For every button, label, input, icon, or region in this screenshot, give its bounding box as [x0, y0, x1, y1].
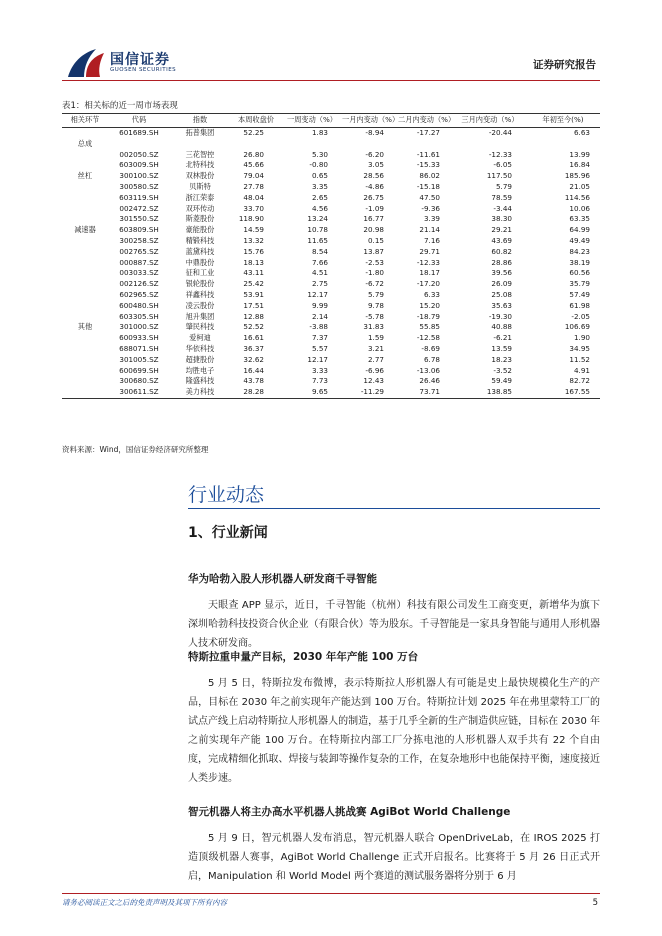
table-cell: 15.76: [243, 246, 264, 256]
table-cell: 25.08: [491, 289, 512, 299]
report-type-label: 证券研究报告: [533, 59, 596, 71]
table-cell: 凌云股份: [185, 300, 215, 310]
table-row: [62, 225, 600, 236]
table-cell: 39.56: [491, 268, 512, 278]
table-cell: [62, 376, 108, 387]
table-cell: 10.06: [569, 203, 590, 213]
table-cell: 47.50: [419, 192, 440, 202]
table-row: [62, 366, 600, 377]
table-cell: -6.96: [365, 365, 384, 375]
table-header-row: [62, 114, 600, 128]
table-cell: -15.18: [416, 181, 440, 191]
table-cell: -4.86: [365, 181, 384, 191]
table-row: [62, 301, 600, 312]
table-cell: 185.96: [564, 171, 590, 181]
table-cell: 688071.SH: [119, 343, 159, 353]
table-cell: [62, 279, 108, 290]
table-row: [62, 312, 600, 323]
table-cell: 114.56: [564, 192, 590, 202]
table-cell: 55.85: [419, 322, 440, 332]
table-cell: 6.78: [423, 354, 440, 364]
table-cell: 000887.SZ: [119, 257, 159, 267]
col-header-1w: 一周变动（%）: [282, 114, 342, 128]
table-cell: 45.66: [243, 160, 264, 170]
table-cell: [170, 139, 230, 150]
table-row: [62, 139, 600, 150]
table-cell: -12.33: [488, 149, 512, 159]
table-cell: 301550.SZ: [119, 214, 159, 224]
table-cell: [62, 193, 108, 204]
table-cell: [62, 204, 108, 215]
table-row: [62, 214, 600, 225]
table-cell: 43.11: [243, 268, 264, 278]
table-cell: 4.91: [573, 365, 590, 375]
table-cell: 贝斯特: [189, 181, 211, 191]
table-cell: -3.44: [493, 203, 512, 213]
table-cell: 602965.SZ: [119, 289, 159, 299]
table-source-note: 资料来源：Wind，国信证券经济研究所整理: [62, 445, 209, 454]
table-cell: -17.20: [416, 279, 440, 289]
table-cell: 117.50: [486, 171, 512, 181]
table-cell: 600933.SH: [119, 333, 159, 343]
table-cell: 138.85: [454, 387, 526, 398]
table-cell: [62, 355, 108, 366]
table-cell: 6.63: [573, 128, 590, 137]
col-header-3m: 三月内变动（%）: [454, 114, 526, 128]
table-cell: 64.99: [569, 225, 590, 235]
table-cell: 53.91: [243, 289, 264, 299]
table-cell: 60.56: [569, 268, 590, 278]
table-cell: -9.36: [421, 203, 440, 213]
table-cell: 2.77: [367, 354, 384, 364]
table-cell: 002472.SZ: [119, 203, 159, 213]
table-cell: -3.52: [493, 365, 512, 375]
table-cell: 60.82: [491, 246, 512, 256]
table-caption: 表1：相关标的近一周市场表现: [62, 101, 178, 111]
table-cell: 13.32: [243, 235, 264, 245]
company-logo: [66, 47, 186, 79]
table-cell: 祥鑫科技: [185, 289, 215, 299]
table-cell: 603809.SH: [119, 225, 159, 235]
table-cell: -0.80: [309, 160, 328, 170]
table-cell: 14.59: [243, 225, 264, 235]
news-item: [188, 649, 600, 788]
table-cell: 丝杠: [77, 171, 93, 181]
table-row: [62, 182, 600, 193]
table-row: [62, 160, 600, 171]
table-cell: 10.78: [307, 225, 328, 235]
table-cell: -11.61: [416, 149, 440, 159]
table-cell: 26.46: [419, 376, 440, 386]
table-cell: 43.78: [243, 376, 264, 386]
header-divider: [62, 80, 600, 81]
table-cell: -19.30: [488, 311, 512, 321]
table-cell: 爱柯迪: [189, 333, 211, 343]
table-cell: 征和工业: [185, 268, 215, 278]
table-cell: 12.17: [307, 354, 328, 364]
table-body: [62, 128, 600, 399]
table-cell: 26.09: [491, 279, 512, 289]
table-cell: 13.87: [363, 246, 384, 256]
table-cell: 86.02: [419, 171, 440, 181]
page-number: 5: [592, 898, 598, 908]
table-cell: -2.53: [365, 257, 384, 267]
table-cell: 27.78: [243, 181, 264, 191]
table-cell: 167.55: [526, 387, 600, 398]
table-cell: [62, 344, 108, 355]
table-cell: 59.49: [491, 376, 512, 386]
table-cell: 18.23: [491, 354, 512, 364]
table-cell: 32.62: [243, 354, 264, 364]
table-cell: 美力科技: [170, 387, 230, 398]
table-cell: 7.73: [311, 376, 328, 386]
table-cell: -2.05: [571, 311, 590, 321]
guosen-logo-icon: [66, 47, 106, 79]
news-headline: 华为哈勃入股人形机器人研发商千寻智能: [188, 573, 377, 585]
table-cell: 40.88: [491, 322, 512, 332]
section-divider: [188, 508, 600, 509]
table-cell: 0.65: [311, 171, 328, 181]
table-cell: [62, 268, 108, 279]
table-cell: 隆盛科技: [185, 376, 215, 386]
table-cell: 601689.SH: [119, 128, 159, 137]
table-cell: 均胜电子: [185, 365, 215, 375]
table-cell: -3.88: [309, 322, 328, 332]
table-cell: [62, 366, 108, 377]
table-cell: 16.61: [243, 333, 264, 343]
table-row: [62, 376, 600, 387]
table-row: [62, 290, 600, 301]
col-header-1m: 一月内变动（%）: [342, 114, 398, 128]
table-cell: 600699.SH: [119, 365, 159, 375]
table-cell: [526, 139, 600, 150]
table-cell: 49.49: [569, 235, 590, 245]
table-cell: 1.59: [367, 333, 384, 343]
table-cell: -5.78: [365, 311, 384, 321]
table-cell: 21.05: [569, 181, 590, 191]
table-cell: 13.24: [307, 214, 328, 224]
table-cell: [62, 301, 108, 312]
table-cell: -18.79: [416, 311, 440, 321]
table-cell: 13.99: [569, 149, 590, 159]
table-cell: [62, 214, 108, 225]
col-header-close: 本周收盘价: [230, 114, 282, 128]
table-cell: 3.05: [367, 160, 384, 170]
section-title: 行业动态: [188, 484, 265, 506]
table-cell: -6.21: [493, 333, 512, 343]
table-cell: 12.88: [243, 311, 264, 321]
table-cell: 29.71: [419, 246, 440, 256]
table-row: [62, 355, 600, 366]
table-cell: 浙江荣泰: [185, 192, 215, 202]
table-cell: 3.35: [311, 181, 328, 191]
table-cell: [62, 258, 108, 269]
table-row: [62, 322, 600, 333]
table-cell: -17.27: [416, 128, 440, 137]
table-cell: 15.20: [419, 300, 440, 310]
table-cell: 豪能股份: [185, 225, 215, 235]
table-cell: -8.94: [365, 128, 384, 137]
table-cell: 78.59: [491, 192, 512, 202]
col-header-code: 代码: [108, 114, 170, 128]
table-cell: 35.79: [569, 279, 590, 289]
table-cell: [342, 139, 398, 150]
table-cell: 1.83: [311, 128, 328, 137]
table-cell: 603009.SH: [119, 160, 159, 170]
table-row: [62, 193, 600, 204]
table-cell: 0.15: [367, 235, 384, 245]
table-cell: 106.69: [564, 322, 590, 332]
table-cell: 9.99: [311, 300, 328, 310]
table-cell: 12.17: [307, 289, 328, 299]
table-cell: 12.43: [363, 376, 384, 386]
table-cell: -6.20: [365, 149, 384, 159]
table-cell: 2.75: [311, 279, 328, 289]
subsection-title: 1、行业新闻: [188, 525, 268, 541]
table-cell: 北特科技: [185, 160, 215, 170]
table-cell: -6.05: [493, 160, 512, 170]
table-cell: -1.80: [365, 268, 384, 278]
table-cell: 52.25: [243, 128, 264, 137]
table-cell: -13.06: [416, 365, 440, 375]
table-cell: 603305.SH: [119, 311, 159, 321]
table-cell: 5.57: [311, 343, 328, 353]
table-cell: -6.72: [365, 279, 384, 289]
table-cell: [230, 139, 282, 150]
table-cell: [62, 387, 108, 398]
table-cell: 6.33: [423, 289, 440, 299]
table-cell: [62, 182, 108, 193]
table-row: [62, 333, 600, 344]
news-body: 5 月 9 日，智元机器人发布消息，智元机器人联合 OpenDriveLab，在 IROS 2025 打造顶级机器人赛事，AgiBot World Challenge 正式开启报名。比赛将于 5 月 26 日正式开启，Manipulation 和 World Model 两个赛道的测试服务器将分别于 6 月: [188, 833, 600, 882]
col-header-segment: 相关环节: [62, 114, 108, 128]
table-cell: 002765.SZ: [119, 246, 159, 256]
table-cell: 21.14: [419, 225, 440, 235]
table-cell: 3.33: [311, 365, 328, 375]
table-cell: 1.90: [573, 333, 590, 343]
table-cell: 4.56: [311, 203, 328, 213]
table-row: [62, 268, 600, 279]
table-cell: 31.83: [363, 322, 384, 332]
table-cell: 9.65: [282, 387, 342, 398]
table-cell: -12.58: [416, 333, 440, 343]
table-cell: 2.65: [311, 192, 328, 202]
table-cell: 5.30: [311, 149, 328, 159]
table-cell: 003033.SZ: [119, 268, 159, 278]
table-cell: 3.21: [367, 343, 384, 353]
table-cell: 5.79: [367, 289, 384, 299]
col-header-2m: 二月内变动（%）: [398, 114, 454, 128]
table-cell: 双林股份: [185, 171, 215, 181]
table-row: [62, 344, 600, 355]
table-cell: 600480.SH: [119, 300, 159, 310]
table-cell: [398, 139, 454, 150]
table-cell: 9.78: [367, 300, 384, 310]
table-cell: 超捷股份: [185, 354, 215, 364]
table-cell: [62, 312, 108, 323]
table-cell: 双环传动: [185, 203, 215, 213]
table-cell: 79.04: [243, 171, 264, 181]
table-cell: 33.70: [243, 203, 264, 213]
table-cell: 300100.SZ: [119, 171, 159, 181]
table-cell: -20.44: [488, 128, 512, 137]
table-row: [62, 236, 600, 247]
table-cell: 35.63: [491, 300, 512, 310]
table-cell: 肇民科技: [185, 322, 215, 332]
table-cell: 20.98: [363, 225, 384, 235]
market-performance-table: [62, 113, 600, 399]
news-body: 天眼查 APP 显示，近日，千寻智能（杭州）科技有限公司发生工商变更，新增华为旗下深圳哈勃科技投资合伙企业（有限合伙）等为股东。千寻智能是一家具身智能与通用人形机器人技术研发商。: [188, 600, 600, 649]
table-cell: [62, 333, 108, 344]
table-cell: [108, 139, 170, 150]
table-cell: 7.66: [311, 257, 328, 267]
table-cell: 17.51: [243, 300, 264, 310]
table-cell: 2.14: [311, 311, 328, 321]
table-cell: 总成: [77, 138, 93, 148]
table-cell: 301000.SZ: [119, 322, 159, 332]
table-cell: 18.17: [419, 268, 440, 278]
table-row: [62, 279, 600, 290]
news-item: [188, 804, 600, 886]
table-row: [62, 150, 600, 161]
table-cell: 4.51: [311, 268, 328, 278]
table-cell: 603119.SH: [119, 192, 159, 202]
table-cell: 63.35: [569, 214, 590, 224]
table-cell: [62, 128, 108, 139]
table-cell: -11.29: [342, 387, 398, 398]
table-cell: 82.72: [569, 376, 590, 386]
table-cell: 13.59: [491, 343, 512, 353]
table-cell: 25.42: [243, 279, 264, 289]
table-cell: 301005.SZ: [119, 354, 159, 364]
table-cell: 36.37: [243, 343, 264, 353]
table-cell: 34.95: [569, 343, 590, 353]
table-cell: 拓普集团: [185, 128, 215, 137]
table-row: [62, 247, 600, 258]
table-cell: 48.04: [243, 192, 264, 202]
table-cell: 300258.SZ: [119, 235, 159, 245]
news-headline: 特斯拉重申量产目标，2030 年年产能 100 万台: [188, 651, 419, 663]
table-cell: -12.33: [416, 257, 440, 267]
table-cell: 5.79: [495, 181, 512, 191]
table-cell: [282, 139, 342, 150]
table-cell: 300611.SZ: [108, 387, 170, 398]
footer-divider: [62, 893, 600, 894]
table-row: [62, 258, 600, 269]
table-cell: 61.98: [569, 300, 590, 310]
table-cell: 002050.SZ: [119, 149, 159, 159]
table-cell: 旭升集团: [185, 311, 215, 321]
table-cell: 52.52: [243, 322, 264, 332]
table-cell: 8.54: [311, 246, 328, 256]
col-header-ytd: 年初至今(%): [526, 114, 600, 128]
table-cell: 7.16: [423, 235, 440, 245]
table-cell: 28.86: [491, 257, 512, 267]
table-row: [62, 204, 600, 215]
table-cell: 26.75: [363, 192, 384, 202]
table-cell: 300580.SZ: [119, 181, 159, 191]
table-cell: -1.09: [365, 203, 384, 213]
table-cell: [62, 247, 108, 258]
table-cell: 华依科技: [185, 343, 215, 353]
table-cell: [454, 139, 526, 150]
table-cell: 银轮股份: [185, 279, 215, 289]
table-cell: 73.71: [398, 387, 454, 398]
table-cell: 精锻科技: [185, 235, 215, 245]
table-cell: 11.65: [307, 235, 328, 245]
table-cell: 118.90: [238, 214, 264, 224]
table-cell: -8.69: [421, 343, 440, 353]
table-cell: -15.33: [416, 160, 440, 170]
table-cell: [62, 150, 108, 161]
logo-chinese-name: 国信证券: [110, 52, 170, 68]
table-cell: 三花智控: [185, 149, 215, 159]
table-cell: 7.37: [311, 333, 328, 343]
table-cell: 300680.SZ: [119, 376, 159, 386]
table-cell: [62, 290, 108, 301]
table-cell: 28.28: [230, 387, 282, 398]
table-cell: 斯菱股份: [185, 214, 215, 224]
table-cell: 中鼎股份: [185, 257, 215, 267]
table-cell: 29.21: [491, 225, 512, 235]
table-row: [62, 387, 600, 398]
table-cell: 3.39: [423, 214, 440, 224]
table-cell: [62, 236, 108, 247]
table-cell: 16.84: [569, 160, 590, 170]
table-cell: 11.52: [569, 354, 590, 364]
table-cell: 18.13: [243, 257, 264, 267]
table-cell: 26.80: [243, 149, 264, 159]
table-cell: 其他: [77, 322, 93, 332]
news-headline: 智元机器人将主办高水平机器人挑战赛 AgiBot World Challenge: [188, 806, 511, 818]
table-row: [62, 171, 600, 182]
table-cell: 38.30: [491, 214, 512, 224]
news-body: 5 月 5 日，特斯拉发布微博，表示特斯拉人形机器人有可能是史上最快规模化生产的产品，目标在 2030 年之前实现年产能达到 100 万台。特斯拉计划 2025 年在弗里蒙特工厂的试点产线上启动特斯拉人形机器人的制造，基于几乎全新的生产制造供应链，目标在 2030 年之前实现年产能 100 万台。在特斯拉内部工厂分拣电池的人形机器人双手共有 22 个自由度，完成精细化抓取、焊接与装卸等操作复杂的工作，在复杂地形中也能保持平衡，速度接近人类步速。: [188, 678, 600, 784]
table-cell: 002126.SZ: [119, 279, 159, 289]
news-item: [188, 571, 600, 653]
table-cell: [62, 160, 108, 171]
table-cell: 减速器: [74, 225, 96, 235]
table-cell: 蓝黛科技: [185, 246, 215, 256]
table-cell: 16.44: [243, 365, 264, 375]
col-header-name: 指数: [170, 114, 230, 128]
table-cell: 43.69: [491, 235, 512, 245]
table-cell: 28.56: [363, 171, 384, 181]
table-cell: 38.19: [569, 257, 590, 267]
table-row: [62, 128, 600, 139]
table-cell: 84.23: [569, 246, 590, 256]
table-cell: 57.49: [569, 289, 590, 299]
table-cell: 16.77: [363, 214, 384, 224]
footer-disclaimer: 请务必阅读正文之后的免责声明及其项下所有内容: [62, 898, 227, 907]
logo-english-name: GUOSEN SECURITIES: [110, 67, 177, 73]
